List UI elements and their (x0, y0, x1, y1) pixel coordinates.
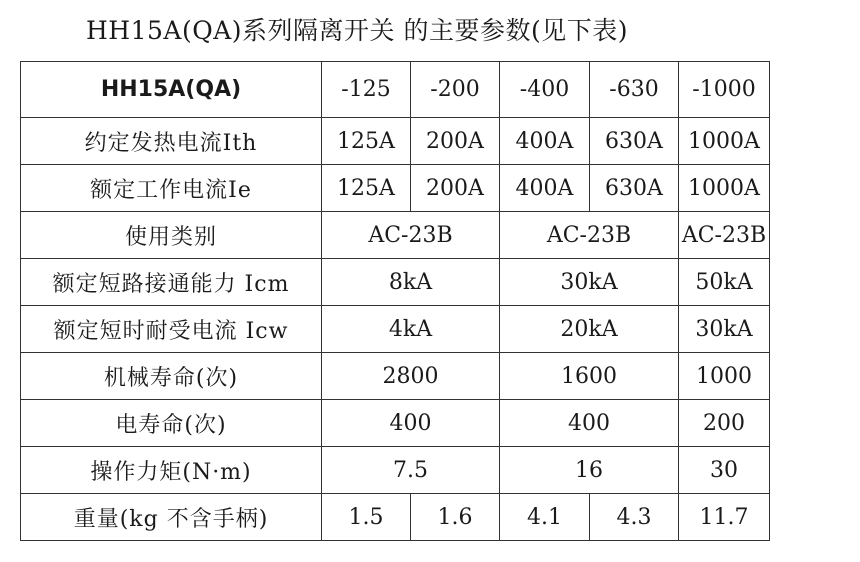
table-cell: 11.7 (679, 494, 770, 541)
table-cell: 630A (590, 118, 679, 165)
row-label: 约定发热电流Ith (21, 118, 322, 165)
row-label: 使用类别 (21, 212, 322, 259)
table-cell: 1000A (679, 118, 770, 165)
table-cell: 1.5 (322, 494, 411, 541)
table-cell: 200A (411, 118, 500, 165)
table-cell: 20kA (500, 306, 679, 353)
table-cell: 7.5 (322, 447, 500, 494)
table-cell: 400A (500, 118, 590, 165)
page-title: HH15A(QA)系列隔离开关 的主要参数(见下表) (86, 16, 628, 45)
table-cell: 125A (322, 118, 411, 165)
row-label: 额定工作电流Ie (21, 165, 322, 212)
table-cell: 30kA (500, 259, 679, 306)
table-cell: AC-23B (322, 212, 500, 259)
table-cell: 50kA (679, 259, 770, 306)
row-label: 机械寿命(次) (21, 353, 322, 400)
table-cell: 400 (500, 400, 679, 447)
table-cell: AC-23B (500, 212, 679, 259)
table-cell: 2800 (322, 353, 500, 400)
table-cell: 16 (500, 447, 679, 494)
row-label: 重量(kg 不含手柄) (21, 494, 322, 541)
row-label: 操作力矩(N·m) (21, 447, 322, 494)
table-cell: 1.6 (411, 494, 500, 541)
table-cell: 4.3 (590, 494, 679, 541)
model-name-cell: HH15A(QA) (21, 62, 322, 118)
table-row-utilization-category (21, 212, 770, 259)
table-cell: 1000 (679, 353, 770, 400)
table-row-rated-operating-current (21, 165, 770, 212)
row-label: 电寿命(次) (21, 400, 322, 447)
table-cell: 200A (411, 165, 500, 212)
table-row-operating-torque (21, 447, 770, 494)
table-row-rated-short-circuit-making (21, 259, 770, 306)
table-cell: 1000A (679, 165, 770, 212)
table-row-rated-heating-current (21, 118, 770, 165)
header-cell-200: -200 (411, 62, 500, 118)
table-cell: 630A (590, 165, 679, 212)
table-cell: 200 (679, 400, 770, 447)
row-label: 额定短路接通能力 Icm (21, 259, 322, 306)
table-cell: 30 (679, 447, 770, 494)
row-label: 额定短时耐受电流 Icw (21, 306, 322, 353)
header-cell-1000: -1000 (679, 62, 770, 118)
table-cell: 400 (322, 400, 500, 447)
table-row-rated-short-time-withstand (21, 306, 770, 353)
parameter-table (20, 61, 770, 541)
table-cell: 1600 (500, 353, 679, 400)
table-cell: 30kA (679, 306, 770, 353)
header-cell-125: -125 (322, 62, 411, 118)
table-cell: 125A (322, 165, 411, 212)
table-row-weight (21, 494, 770, 541)
table-header-row (21, 62, 770, 118)
table-cell: 8kA (322, 259, 500, 306)
header-cell-630: -630 (590, 62, 679, 118)
table-cell: 4kA (322, 306, 500, 353)
table-cell: 4.1 (500, 494, 590, 541)
table-row-mechanical-life (21, 353, 770, 400)
table-cell: AC-23B (679, 212, 770, 259)
table-row-electrical-life (21, 400, 770, 447)
header-cell-400: -400 (500, 62, 590, 118)
table-cell: 400A (500, 165, 590, 212)
